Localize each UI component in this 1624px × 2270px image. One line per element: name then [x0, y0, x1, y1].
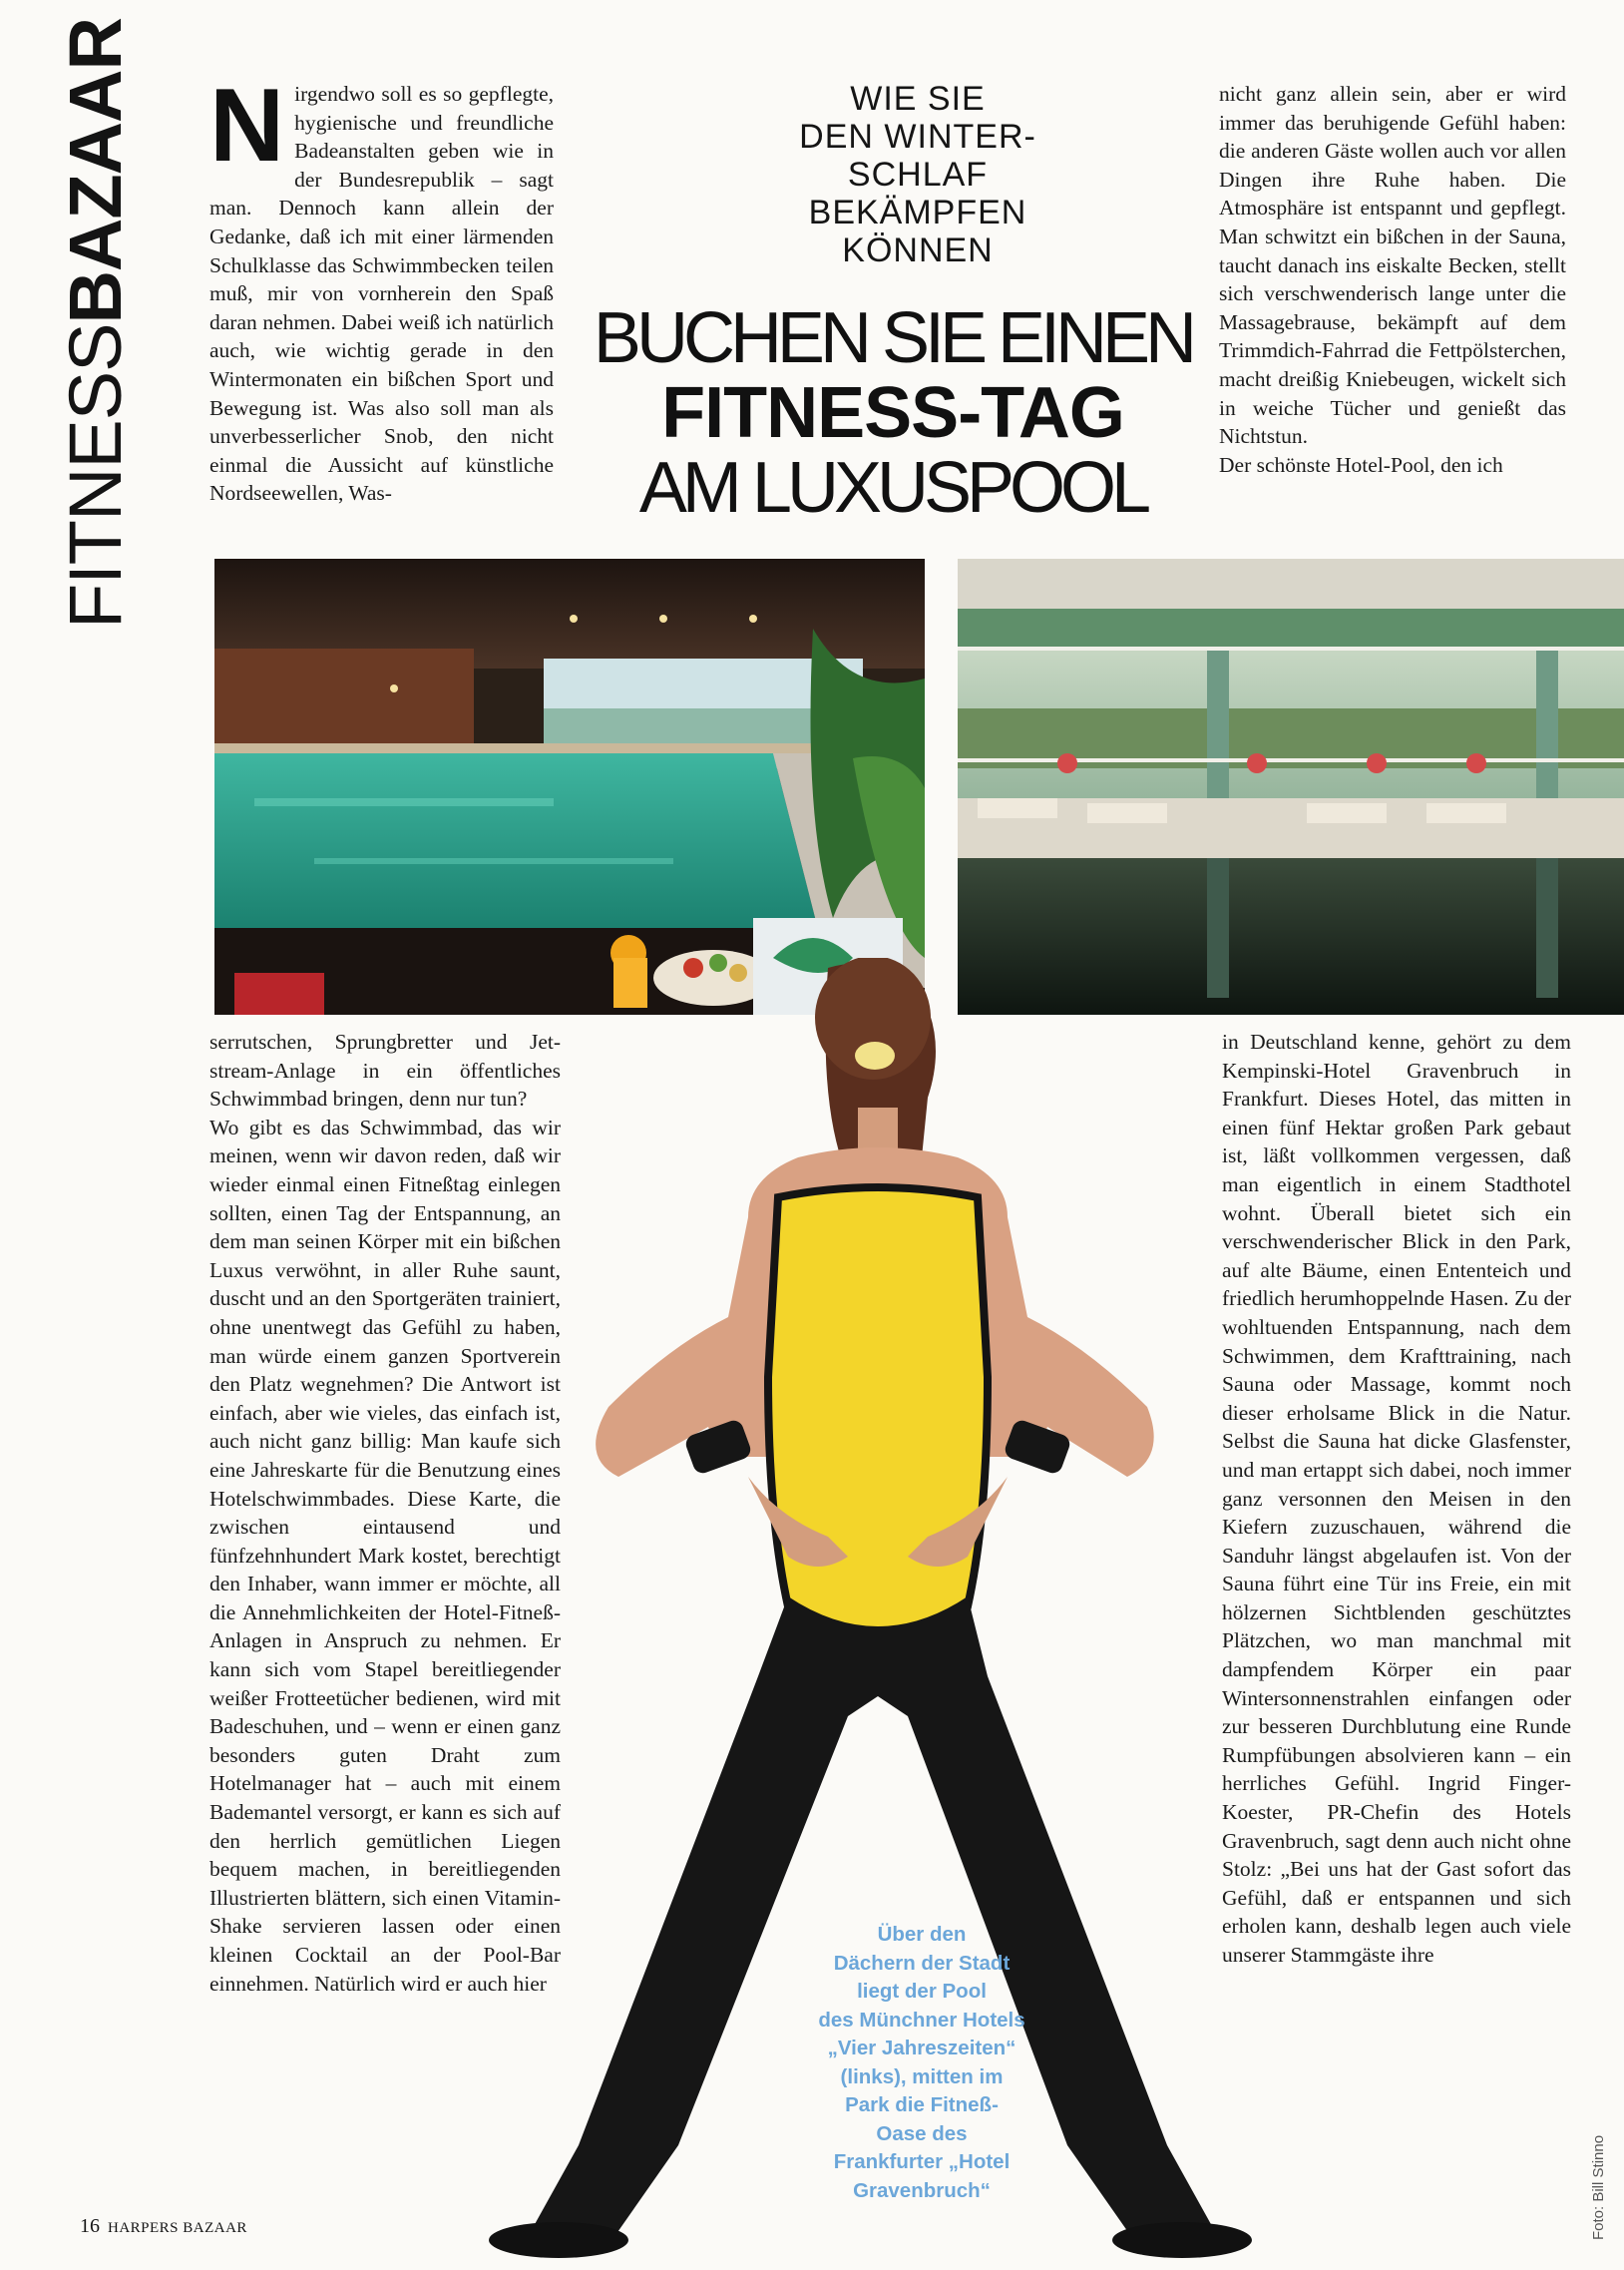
caption-line: des Münchner Hotels	[818, 2008, 1025, 2032]
page-footer	[80, 2215, 247, 2238]
article-text: serrutschen, Sprungbretter und Jet-stream-Anlage in ein öffentliches Schwimmbad bringen, denn nur tun?	[209, 1030, 561, 1112]
caption-line: „Vier Jahreszeiten“	[827, 2037, 1016, 2059]
headline-line-3: AM LUXUSPOOL	[638, 448, 1147, 528]
headline-line-1: BUCHEN SIE EINEN	[593, 298, 1193, 378]
article-text: nicht ganz allein sein, aber er wird immer das beruhigende Gefühl haben: die anderen Gäste wollen auch vor allen Dingen ihre Ruhe haben. Die Atmosphäre ist entspannt und gepflegt. Man schwitzt ein bißchen in der Sauna, taucht danach ins eiskalte Becken, stellt sich verschwenderisch lange unter die Massagebrause, bekämpft auf dem Trimmdich-Fahrrad die Fettpölsterchen, macht dreißig Kniebeugen, wickelt sich in weiche Tücher und genießt das Nichtstun.	[1219, 82, 1566, 449]
kicker-line: KÖNNEN	[842, 231, 994, 269]
footer-brand: HARPERS BAZAAR	[108, 2220, 247, 2236]
kicker	[758, 80, 1077, 269]
kicker-line: BEKÄMPFEN	[808, 194, 1027, 231]
drop-cap: N	[209, 80, 285, 184]
article-text: Wo gibt es das Schwimmbad, das wir meinen, wenn wir davon reden, daß wir wieder einmal einen Fitneßtag einlegen sollten, einen Tag der Entspannung, an dem man seinen Körper mit ein bißchen Luxus verwöhnt, in aller Ruhe saunt, duscht und an den Sportgeräten trainiert, ohne unentwegt das Gefühl zu haben, man würde einem ganzen Sportverein den Platz wegnehmen? Die Antwort ist einfach, aber wie vieles, das einfach ist, auch nicht ganz billig: Man kaufe sich eine Jahreskarte für die Benutzung eines Hotelschwimmbades. Diese Karte, die zwischen eintausend und fünfzehnhundert Mark kostet, berechtigt den Inhaber, wann immer er möchte, all die Annehmlichkeiten der Hotel-Fitneß-Anlagen in Anspruch zu nehmen. Er kann sich vom Stapel bereitliegender weißer Frotteetücher bedienen, wird mit Badeschuhen, und – wenn er einen ganz besonders guten Draht zum Hotelmanager hat – auch mit einem Bademantel versorgt, er kann es sich auf den herrlich gemütlichen Liegen bequem machen, in bereitliegenden Illustrierten blättern, sich einen Vitamin-Shake servieren lassen oder einen kleinen Cocktail an der Pool-Bar einnehmen. Natürlich wird er auch hier	[209, 1115, 561, 1996]
photo-credit: Foto: Bill Stinno	[1590, 2134, 1607, 2240]
photo-caption	[806, 1921, 1037, 2205]
article-text: Der schönste Hotel-Pool, den ich	[1219, 452, 1503, 477]
kicker-line: WIE SIE	[850, 80, 986, 118]
article-column-3-top	[1219, 80, 1566, 539]
caption-line: Frankfurter „Hotel	[833, 2150, 1011, 2173]
page-number: 16	[80, 2215, 100, 2237]
article-text: in Deutschland kenne, gehört zu dem Kempinski-Hotel Gravenbruch in Frankfurt. Dieses Hotel, das mitten in einen fünf Hektar großen Park gebaut ist, läßt vollkommen vergessen, daß man eigentlich in einem Stadthotel wohnt. Überall bietet sich ein verschwenderischer Blick in den Park, auf alte Bäume, einen Ententeich und friedlich herumhoppelnde Hasen. Zu der wohltuenden Entspannung, nach dem Schwimmen, dem Krafttraining, nach Sauna oder Massage, kommt noch dieser erholsame Blick in die Natur. Selbst die Sauna hat dicke Glasfenster, und man ertappt sich dabei, noch immer ganz versonnen den Meisen in den Kiefern zuzuschauen, während die Sanduhr längst abgelaufen ist. Von der Sauna führt eine Tür ins Freie, ein mit hölzernen Sichtblenden geschütztes Plätzchen, wo man manchmal mit dampfendem Körper ein paar Wintersonnenstrahlen einfangen oder zur besseren Durchblutung eine Runde Rumpfübungen absolvieren kann – ein herrliches Gefühl. Ingrid Finger-Koester, PR-Chefin des Hotels Gravenbruch, sagt denn auch nicht ohne Stolz: „Bei uns hat der Gast sofort das Gefühl, daß er entspannen und sich erholen kann, deshalb legen auch viele unserer Stammgäste ihre	[1222, 1030, 1571, 1967]
article-column-1-top	[209, 80, 554, 549]
article-column-1-bottom	[209, 1028, 561, 2200]
kicker-line: DEN WINTER-	[799, 118, 1036, 156]
pool-photo-gravenbruch	[958, 559, 1624, 1015]
pool-photo-vier-jahreszeiten	[214, 559, 925, 1015]
article-column-3-bottom	[1222, 1028, 1571, 2200]
caption-line: (links), mitten im	[840, 2064, 1004, 2088]
section-title-thin: FITNESS	[54, 323, 137, 629]
pool-photo-left-image	[214, 559, 925, 1015]
kicker-line: SCHLAF	[847, 156, 989, 194]
section-title-bold: BAZAAR	[54, 18, 137, 324]
headline	[564, 299, 1222, 527]
article-text: irgendwo soll es so gepflegte, hygienische und freundliche Badeanstalten geben wie in der Bundesrepublik – sagt man. Dennoch kann allein der Gedanke, daß ich mit einer lärmenden Schulklasse das Schwimmbecken teilen muß, mir von vornherein den Spaß daran nehmen. Dabei weiß ich natürlich auch, wie wichtig gerade in den Wintermonaten ein bißchen Sport und Bewegung ist. Was also soll man als unverbesserlicher Snob, den nicht einmal die Aussicht auf künstliche Nordseewellen, Was-	[209, 82, 554, 506]
section-title	[30, 18, 200, 629]
caption-line: Über den	[877, 1923, 967, 1946]
caption-line: Dächern der Stadt	[833, 1951, 1011, 1975]
caption-line: Gravenbruch“	[853, 2178, 991, 2202]
caption-line: Oase des	[876, 2121, 968, 2145]
headline-line-2: FITNESS-TAG	[661, 373, 1124, 453]
pool-photo-right-image	[958, 559, 1624, 1015]
caption-line: liegt der Pool	[857, 1980, 987, 2003]
caption-line: Park die Fitneß-	[845, 2093, 999, 2116]
